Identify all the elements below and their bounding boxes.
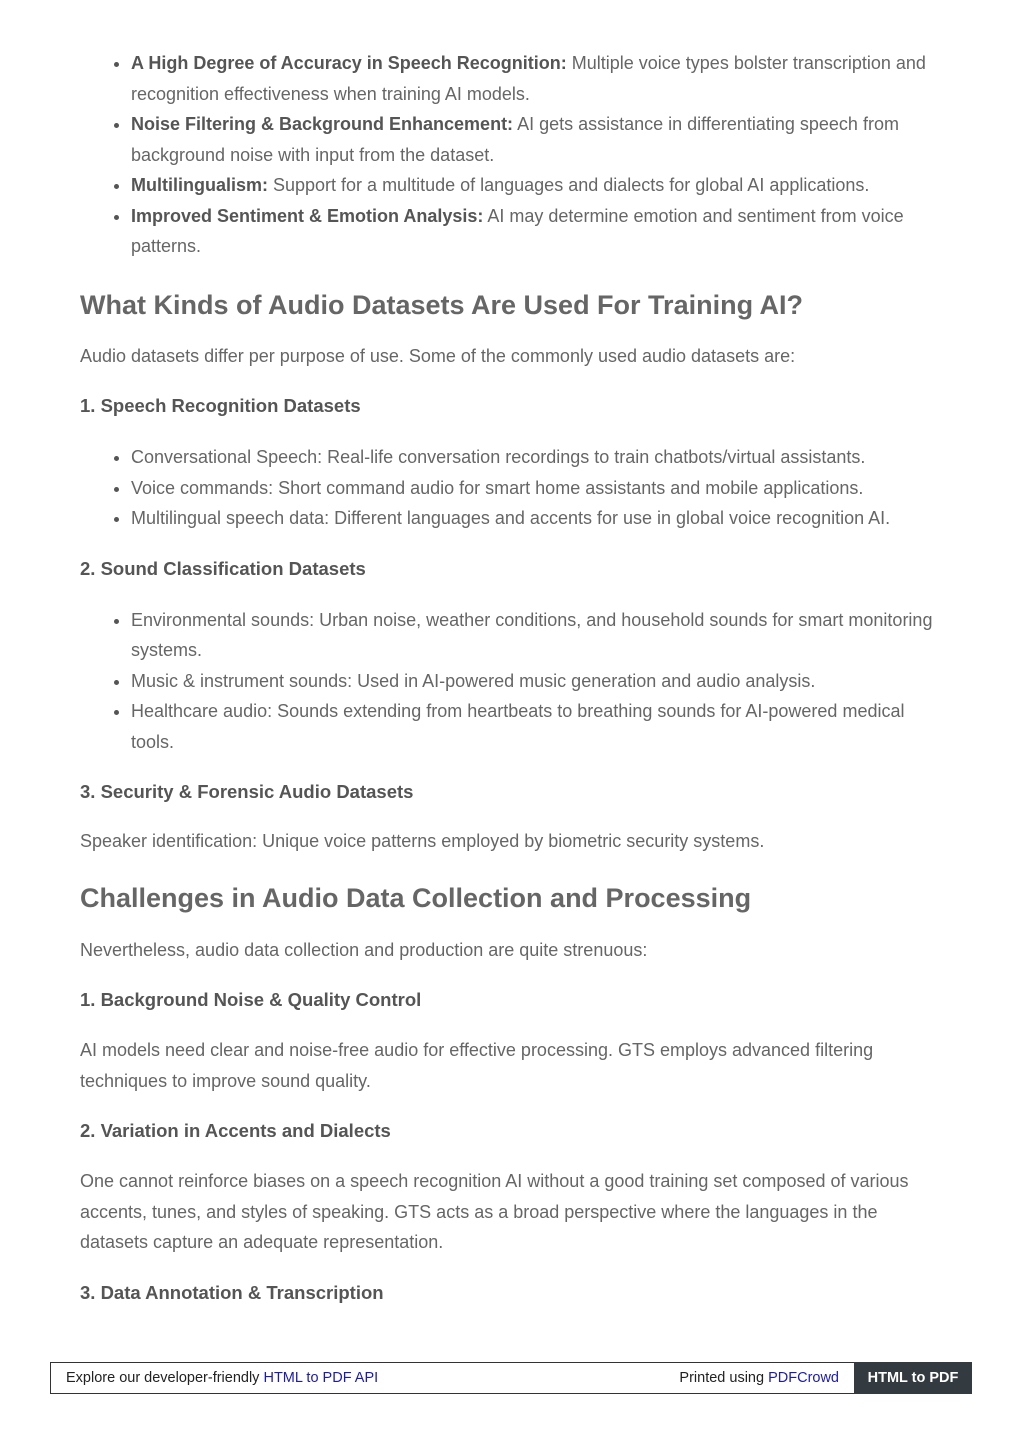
html-to-pdf-button[interactable]: HTML to PDF	[854, 1362, 972, 1394]
paragraph: AI models need clear and noise-free audio for effective processing. GTS employs advanced filtering techniques to improve sound quality.	[80, 1040, 874, 1091]
list-item: • Multilingualism: Support for a multitude of languages and dialects for global AI applications.	[131, 170, 946, 201]
subsection-title: 1. Background Noise & Quality Control	[80, 989, 422, 1010]
footer-explore: Explore our developer-friendly HTML to PDF API	[66, 1370, 379, 1386]
subsection-title: 2. Sound Classification Datasets	[80, 557, 366, 579]
list-item: • Improved Sentiment & Emotion Analysis: AI may determine emotion and sentiment from voice patterns.	[131, 201, 946, 262]
subsection-title: 2. Variation in Accents and Dialects	[80, 1120, 391, 1141]
list-item: • A High Degree of Accuracy in Speech Recognition: Multiple voice types bolster transcription and recognition effectiveness when training AI models.	[131, 48, 946, 109]
pdfcrowd-footer	[50, 1362, 972, 1394]
document-body	[80, 48, 946, 1306]
intro-bullet-list	[80, 48, 946, 262]
html-to-pdf-api-link[interactable]: HTML to PDF API	[263, 1370, 379, 1386]
subsection-title: 3. Security & Forensic Audio Datasets	[80, 781, 414, 802]
list-item: • Healthcare audio: Sounds extending from heartbeats to breathing sounds for AI-powered medical tools.	[131, 696, 946, 757]
subsection-title: 3. Data Annotation & Transcription	[80, 1281, 384, 1303]
list-item: • Voice commands: Short command audio for smart home assistants and mobile applications.	[131, 473, 946, 504]
section-intro: Nevertheless, audio data collection and production are quite strenuous:	[80, 939, 648, 960]
speech-recognition-list	[80, 442, 946, 534]
list-item: • Environmental sounds: Urban noise, weather conditions, and household sounds for smart monitoring systems.	[131, 605, 946, 666]
list-item: • Multilingual speech data: Different languages and accents for use in global voice recognition AI.	[131, 503, 946, 534]
list-item: • Music & instrument sounds: Used in AI-powered music generation and audio analysis.	[131, 666, 946, 697]
pdfcrowd-link[interactable]: PDFCrowd	[768, 1370, 839, 1386]
list-item: • Conversational Speech: Real-life conversation recordings to train chatbots/virtual assistants.	[131, 442, 946, 473]
footer-printed: Printed using PDFCrowd	[679, 1370, 839, 1386]
sound-classification-list	[80, 605, 946, 758]
list-item: • Noise Filtering & Background Enhancement: AI gets assistance in differentiating speech from background noise with input from the dataset.	[131, 109, 946, 170]
section-heading: What Kinds of Audio Datasets Are Used For Training AI?	[80, 289, 804, 320]
section-intro: Audio datasets differ per purpose of use. Some of the commonly used audio datasets are:	[80, 345, 796, 366]
paragraph: One cannot reinforce biases on a speech recognition AI without a good training set composed of various accents, tunes, and styles of speaking. GTS acts as a broad perspective where the languages in the datasets capture an adequate representation.	[80, 1171, 909, 1252]
paragraph: Speaker identification: Unique voice patterns employed by biometric security systems.	[80, 831, 765, 851]
subsection-title: 1. Speech Recognition Datasets	[80, 395, 361, 416]
section-heading: Challenges in Audio Data Collection and Processing	[80, 882, 752, 913]
